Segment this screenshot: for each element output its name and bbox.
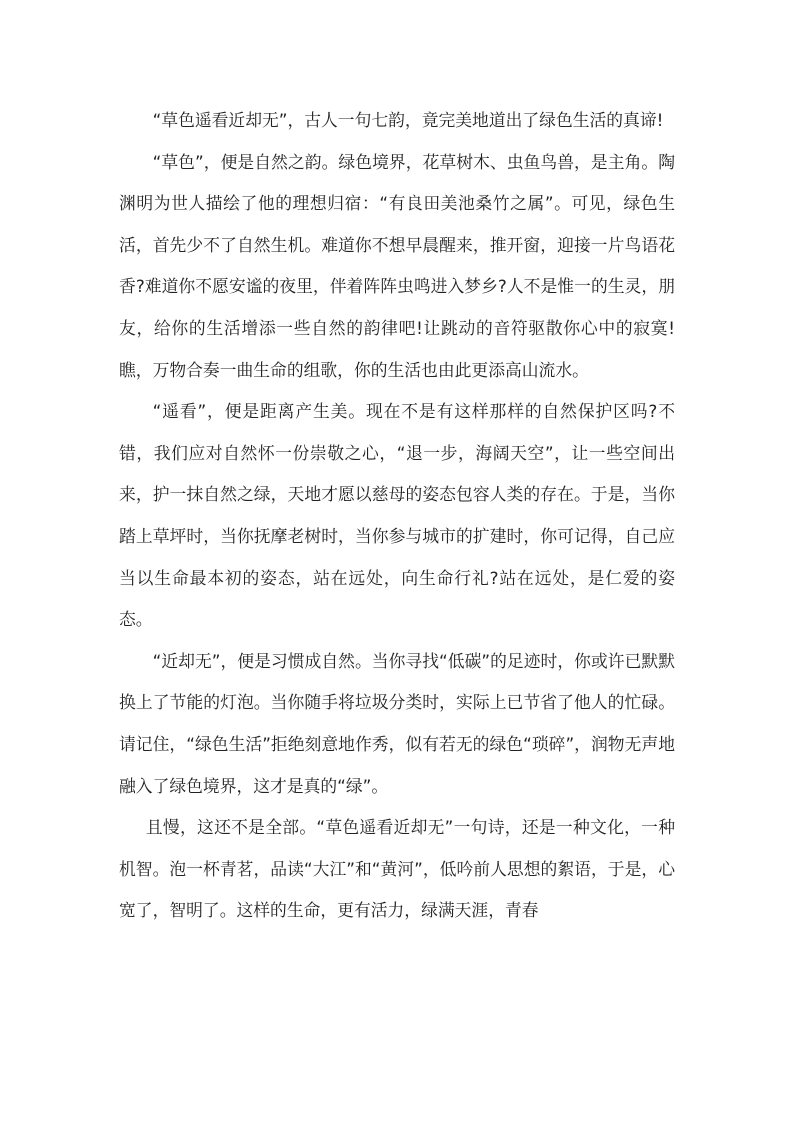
- paragraph-3: “遥看”，便是距离产生美。现在不是有这样那样的自然保护区吗?不错，我们应对自然怀一份崇敬之心，“退一步，海阔天空”，让一些空间出来，护一抹自然之绿，天地才愿以慈母的姿态包容人类的存在。于是，当你踏上草坪时，当你抚摩老树时，当你参与城市的扩建时，你可记得，自己应当以生命最本初的姿态，站在远处，向生命行礼?站在远处，是仁爱的姿态。: [119, 401, 675, 630]
- document-page: [119, 100, 675, 932]
- paragraph-4: “近却无”，便是习惯成自然。当你寻找“低碳”的足迹时，你或许已默默换上了节能的灯泡。当你随手将垃圾分类时，实际上已节省了他人的忙碌。请记住，“绿色生活”拒绝刻意地作秀，似有若无的绿色“琐碎”，润物无声地融入了绿色境界，这才是真的“绿”。: [119, 650, 675, 796]
- paragraph-2: “草色”，便是自然之韵。绿色境界，花草树木、虫鱼鸟兽，是主角。陶渊明为世人描绘了他的理想归宿：“有良田美池桑竹之属”。可见，绿色生活，首先少不了自然生机。难道你不想早晨醒来，推开窗，迎接一片鸟语花香?难道你不愿安谧的夜里，伴着阵阵虫鸣进入梦乡?人不是惟一的生灵，朋友，给你的生活增添一些自然的韵律吧!让跳动的音符驱散你心中的寂寞!瞧，万物合奏一曲生命的组歌，你的生活也由此更添高山流水。: [119, 151, 675, 380]
- paragraph-5: 且慢，这还不是全部。“草色遥看近却无”一句诗，还是一种文化，一种机智。泡一杯青茗，品读“大江”和“黄河”，低吟前人思想的絮语，于是，心宽了，智明了。这样的生命，更有活力，绿满天涯，青春: [119, 817, 675, 921]
- paragraph-1: “草色遥看近却无”，古人一句七韵，竟完美地道出了绿色生活的真谛!: [152, 110, 664, 130]
